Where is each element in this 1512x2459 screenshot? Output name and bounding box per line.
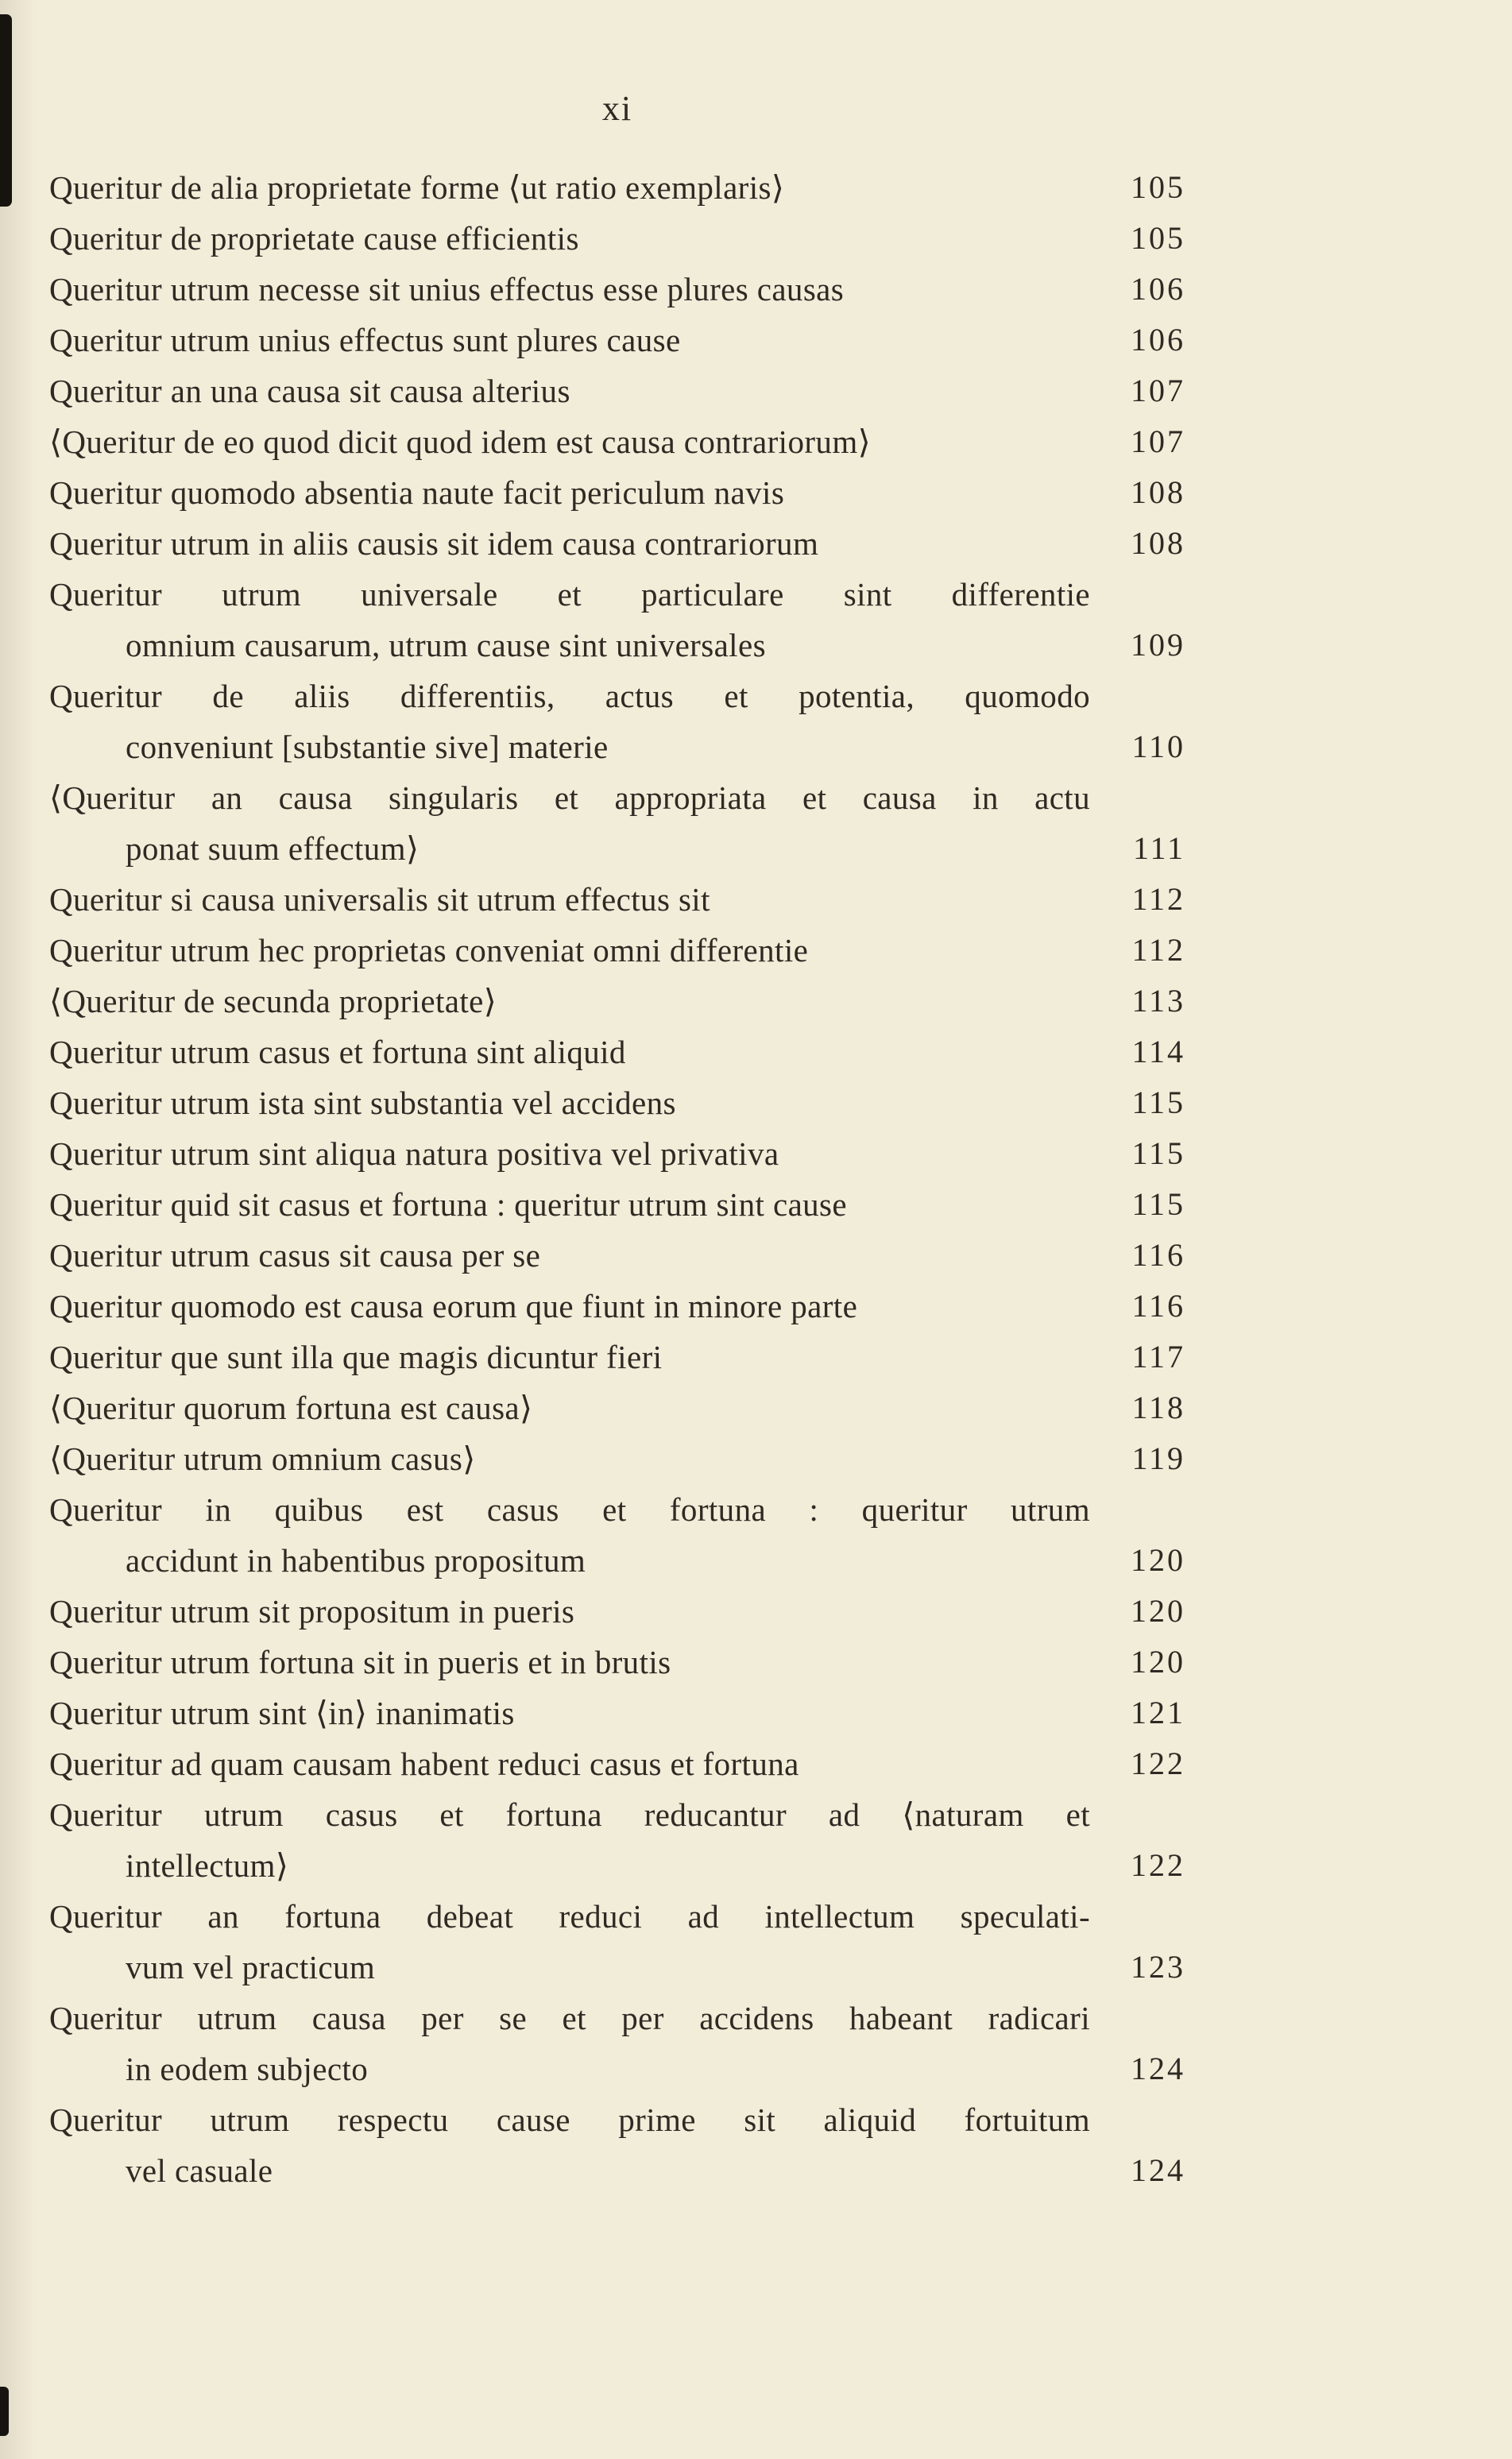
toc-entry xyxy=(49,213,1185,264)
toc-entry-line: Queritur si causa universalis sit utrum effectus sit xyxy=(49,881,710,918)
page-content xyxy=(49,0,1185,2196)
toc-entry-text xyxy=(49,365,1090,416)
toc-entry-line: Queritur utrum ista sint substantia vel accidens xyxy=(49,1085,676,1121)
toc-entry-page-number: 105 xyxy=(1131,169,1185,205)
toc-entry-line: vel casuale xyxy=(126,2152,273,2189)
toc-entry-page-number: 115 xyxy=(1131,1135,1185,1171)
toc-entry-page-number: 106 xyxy=(1131,322,1185,358)
toc-entry-line: Queritur utrum sint ⟨in⟩ inanimatis xyxy=(49,1695,515,1731)
toc-entry xyxy=(49,671,1185,772)
toc-entry-line: Queritur que sunt illa que magis dicuntur fieri xyxy=(49,1339,663,1375)
toc-entry-page-number: 122 xyxy=(1131,1847,1185,1883)
toc-entry-text xyxy=(49,772,1090,874)
toc-entry-page-number: 115 xyxy=(1131,1085,1185,1120)
toc-entry-line: Queritur utrum sit propositum in pueris xyxy=(49,1593,575,1630)
toc-entry-line: ponat suum effectum⟩ xyxy=(126,830,420,867)
toc-entry-line: Queritur de aliis differentiis, actus et potentia, quomodo xyxy=(49,678,1090,714)
toc-entry-line: Queritur quid sit casus et fortuna : queritur utrum sint cause xyxy=(49,1186,848,1223)
toc-entry xyxy=(49,569,1185,671)
toc-entry xyxy=(49,1738,1185,1789)
toc-entry xyxy=(49,1281,1185,1332)
toc-entry-page-number: 120 xyxy=(1131,1644,1185,1680)
table-of-contents xyxy=(49,162,1185,2196)
toc-entry-line: ⟨Queritur utrum omnium casus⟩ xyxy=(49,1440,476,1477)
toc-entry xyxy=(49,1179,1185,1230)
toc-entry xyxy=(49,1433,1185,1484)
toc-entry-text xyxy=(49,1230,1090,1281)
toc-entry-page-number: 107 xyxy=(1131,373,1185,408)
toc-entry-text xyxy=(49,874,1090,925)
toc-entry-line: Queritur de proprietate cause efficientis xyxy=(49,220,579,257)
toc-entry xyxy=(49,1688,1185,1738)
toc-entry xyxy=(49,925,1185,976)
toc-entry-page-number: 111 xyxy=(1132,830,1185,866)
toc-entry-line: Queritur utrum unius effectus sunt plures cause xyxy=(49,322,681,358)
toc-entry-text xyxy=(49,1332,1090,1382)
toc-entry xyxy=(49,976,1185,1027)
toc-entry-line: Queritur in quibus est casus et fortuna : queritur utrum xyxy=(49,1491,1090,1528)
toc-entry-text xyxy=(49,1484,1090,1586)
toc-entry-text xyxy=(49,1738,1090,1789)
toc-entry-text xyxy=(49,1179,1090,1230)
toc-entry-line: Queritur de alia proprietate forme ⟨ut ratio exemplaris⟩ xyxy=(49,169,785,206)
toc-entry-page-number: 116 xyxy=(1131,1288,1185,1324)
toc-entry-text xyxy=(49,416,1090,467)
toc-entry-line: Queritur quomodo absentia naute facit periculum navis xyxy=(49,474,785,511)
toc-entry xyxy=(49,1230,1185,1281)
toc-entry-text xyxy=(49,1891,1090,1993)
toc-entry-text xyxy=(49,467,1090,518)
toc-entry-page-number: 118 xyxy=(1131,1390,1185,1425)
toc-entry-text xyxy=(49,1433,1090,1484)
toc-entry-text xyxy=(49,1637,1090,1688)
toc-entry xyxy=(49,518,1185,569)
toc-entry-line: Queritur an una causa sit causa alterius xyxy=(49,373,570,409)
toc-entry xyxy=(49,315,1185,365)
toc-entry-line: Queritur utrum fortuna sit in pueris et in brutis xyxy=(49,1644,671,1680)
toc-entry-page-number: 115 xyxy=(1131,1186,1185,1222)
toc-entry-line: in eodem subjecto xyxy=(126,2051,369,2087)
toc-entry-page-number: 117 xyxy=(1131,1339,1185,1374)
toc-entry-page-number: 123 xyxy=(1131,1949,1185,1985)
toc-entry-line: Queritur utrum in aliis causis sit idem causa contrariorum xyxy=(49,525,819,562)
toc-entry-page-number: 120 xyxy=(1131,1593,1185,1629)
toc-entry-page-number: 108 xyxy=(1131,525,1185,561)
toc-entry-page-number: 112 xyxy=(1131,932,1185,968)
toc-entry-text xyxy=(49,2094,1090,2196)
toc-entry xyxy=(49,162,1185,213)
toc-entry xyxy=(49,772,1185,874)
toc-entry xyxy=(49,264,1185,315)
toc-entry-page-number: 105 xyxy=(1131,220,1185,256)
toc-entry-line: Queritur an fortuna debeat reduci ad intellectum speculati- xyxy=(49,1898,1090,1935)
toc-entry-page-number: 124 xyxy=(1131,2152,1185,2188)
toc-entry xyxy=(49,1382,1185,1433)
toc-entry xyxy=(49,1891,1185,1993)
toc-entry-text xyxy=(49,1688,1090,1738)
toc-entry-line: Queritur utrum sint aliqua natura positiva vel privativa xyxy=(49,1135,779,1172)
toc-entry-line: Queritur ad quam causam habent reduci casus et fortuna xyxy=(49,1746,799,1782)
toc-entry xyxy=(49,467,1185,518)
toc-entry-page-number: 114 xyxy=(1131,1034,1185,1069)
toc-entry-page-number: 116 xyxy=(1131,1237,1185,1273)
toc-entry-text xyxy=(49,1993,1090,2094)
toc-entry-line: Queritur utrum necesse sit unius effectus esse plures causas xyxy=(49,271,845,307)
toc-entry-page-number: 112 xyxy=(1131,881,1185,917)
toc-entry-text xyxy=(49,162,1090,213)
toc-entry-page-number: 113 xyxy=(1131,983,1185,1019)
scan-artifact-top-left xyxy=(0,14,12,207)
toc-entry-text xyxy=(49,213,1090,264)
toc-entry-line: ⟨Queritur de eo quod dicit quod idem est causa contrariorum⟩ xyxy=(49,423,872,460)
toc-entry-line: accidunt in habentibus propositum xyxy=(126,1542,586,1579)
toc-entry-line: conveniunt [substantie sive] materie xyxy=(126,729,609,765)
toc-entry-line: Queritur utrum casus et fortuna reducantur ad ⟨naturam et xyxy=(49,1796,1090,1833)
toc-entry xyxy=(49,1027,1185,1077)
toc-entry-page-number: 122 xyxy=(1131,1746,1185,1781)
scan-artifact-bottom-left xyxy=(0,2387,9,2436)
toc-entry-text xyxy=(49,925,1090,976)
toc-entry-line: Queritur utrum casus et fortuna sint aliquid xyxy=(49,1034,626,1070)
toc-entry-line: Queritur utrum hec proprietas conveniat omni differentie xyxy=(49,932,809,969)
toc-entry xyxy=(49,1332,1185,1382)
toc-entry-page-number: 107 xyxy=(1131,423,1185,459)
toc-entry xyxy=(49,1484,1185,1586)
toc-entry-line: Queritur utrum causa per se et per accidens habeant radicari xyxy=(49,2000,1090,2036)
toc-entry-text xyxy=(49,518,1090,569)
toc-entry xyxy=(49,365,1185,416)
toc-entry-page-number: 119 xyxy=(1131,1440,1185,1476)
toc-entry-text xyxy=(49,671,1090,772)
toc-entry xyxy=(49,2094,1185,2196)
toc-entry-page-number: 109 xyxy=(1131,627,1185,663)
toc-entry-line: ⟨Queritur quorum fortuna est causa⟩ xyxy=(49,1390,533,1426)
toc-entry xyxy=(49,1637,1185,1688)
toc-entry-line: Queritur utrum respectu cause prime sit aliquid fortuitum xyxy=(49,2101,1090,2138)
toc-entry-line: Queritur utrum universale et particulare sint differentie xyxy=(49,576,1090,613)
toc-entry-page-number: 124 xyxy=(1131,2051,1185,2086)
toc-entry xyxy=(49,1128,1185,1179)
toc-entry-line: Queritur quomodo est causa eorum que fiunt in minore parte xyxy=(49,1288,858,1324)
toc-entry xyxy=(49,1586,1185,1637)
page-number-folio: xi xyxy=(601,89,633,128)
toc-entry-text xyxy=(49,976,1090,1027)
toc-entry-text xyxy=(49,1586,1090,1637)
toc-entry-text xyxy=(49,264,1090,315)
toc-entry-line: ⟨Queritur an causa singularis et appropriata et causa in actu xyxy=(49,779,1090,816)
toc-entry-line: ⟨Queritur de secunda proprietate⟩ xyxy=(49,983,497,1019)
toc-entry xyxy=(49,1993,1185,2094)
toc-entry-page-number: 106 xyxy=(1131,271,1185,307)
toc-entry xyxy=(49,874,1185,925)
toc-entry-page-number: 108 xyxy=(1131,474,1185,510)
toc-entry-line: Queritur utrum casus sit causa per se xyxy=(49,1237,541,1274)
toc-entry-line: omnium causarum, utrum cause sint universales xyxy=(126,627,766,663)
toc-entry-text xyxy=(49,569,1090,671)
toc-entry-text xyxy=(49,315,1090,365)
toc-entry xyxy=(49,1077,1185,1128)
toc-entry xyxy=(49,1789,1185,1891)
toc-entry-page-number: 121 xyxy=(1131,1695,1185,1730)
toc-entry-text xyxy=(49,1382,1090,1433)
toc-entry-text xyxy=(49,1281,1090,1332)
toc-entry-text xyxy=(49,1128,1090,1179)
toc-entry-text xyxy=(49,1027,1090,1077)
toc-entry-page-number: 110 xyxy=(1131,729,1185,764)
toc-entry-text xyxy=(49,1789,1090,1891)
toc-entry-line: intellectum⟩ xyxy=(126,1847,289,1884)
toc-entry-page-number: 120 xyxy=(1131,1542,1185,1578)
toc-entry-line: vum vel practicum xyxy=(126,1949,376,1985)
toc-entry xyxy=(49,416,1185,467)
toc-entry-text xyxy=(49,1077,1090,1128)
